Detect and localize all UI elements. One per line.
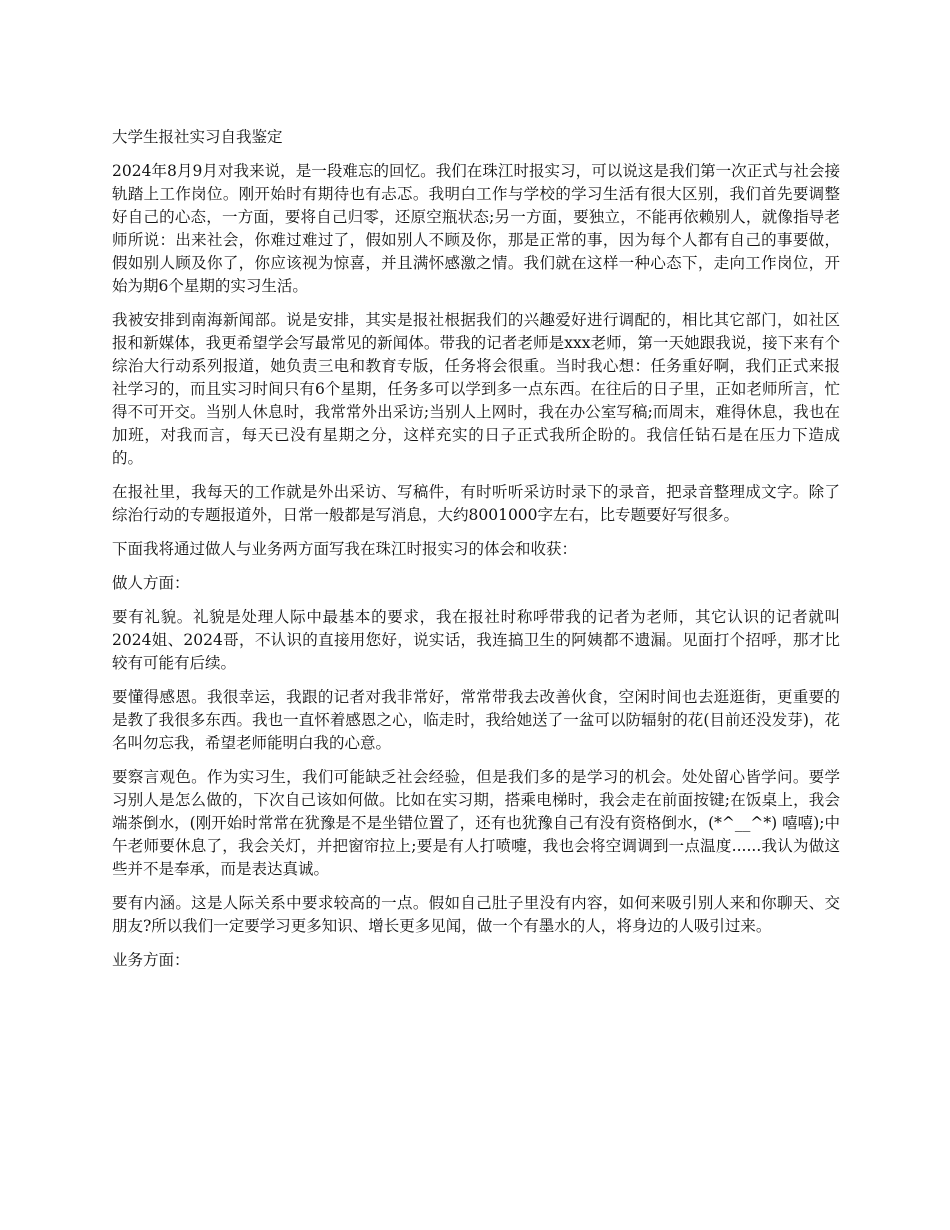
section-heading-personal: 做人方面： bbox=[112, 574, 190, 592]
paragraph-observation: 要察言观色。作为实习生，我们可能缺乏社会经验，但是我们多的是学习的机会。处处留心皆学问。要学习别人是怎么做的，下次自己该如何做。比如在实习期，搭乘电梯时，我会走在前面按键;在饭桌上，我会端茶倒水，(刚开始时常常在犹豫是不是坐错位置了，还有也犹豫自己有没有资格倒水，(*^__^*) 嘻嘻);中午老师要休息了，我会关灯，并把窗帘拉上;要是有人打喷嚏，我也会将空调调到一点温度......我认为做这些并不是奉承，而是表达真诚。 bbox=[112, 768, 840, 878]
document-title: 大学生报社实习自我鉴定 bbox=[112, 128, 283, 146]
paragraph-daily-work: 在报社里，我每天的工作就是外出采访、写稿件，有时听听采访时录下的录音，把录音整理成文字。除了综治行动的专题报道外，日常一般都是写消息，大约8001000字左右，比专题要好写很多。 bbox=[112, 483, 840, 524]
paragraph-politeness: 要有礼貌。礼貌是处理人际中最基本的要求，我在报社时称呼带我的记者为老师，其它认识的记者就叫2024姐、2024哥，不认识的直接用您好，说实话，我连搞卫生的阿姨都不遗漏。见面打个招呼，那才比较有可能有后续。 bbox=[112, 608, 840, 672]
paragraph-depth: 要有内涵。这是人际关系中要求较高的一点。假如自己肚子里没有内容，如何来吸引别人来和你聊天、交朋友?所以我们一定要学习更多知识、增长更多见闻，做一个有墨水的人，将身边的人吸引过来。 bbox=[112, 894, 840, 935]
paragraph-intro: 2024年8月9月对我来说，是一段难忘的回忆。我们在珠江时报实习，可以说这是我们第一次正式与社会接轨踏上工作岗位。刚开始时有期待也有忐忑。我明白工作与学校的学习生活有很大区别，我们首先要调整好自己的心态，一方面，要将自己归零，还原空瓶状态;另一方面，要独立，不能再依赖别人，就像指导老师所说：出来社会，你难过难过了，假如别人不顾及你，那是正常的事，因为每个人都有自己的事要做，假如别人顾及你了，你应该视为惊喜，并且满怀感激之情。我们就在这样一种心态下，走向工作岗位，开始为期6个星期的实习生活。 bbox=[112, 162, 840, 295]
paragraph-assignment: 我被安排到南海新闻部。说是安排，其实是报社根据我们的兴趣爱好进行调配的，相比其它部门，如社区报和新媒体，我更希望学会写最常见的新闻体。带我的记者老师是xxx老师，第一天她跟我说，接下来有个综治大行动系列报道，她负责三电和教育专版，任务将会很重。当时我心想：任务重好啊，我们正式来报社学习的，而且实习时间只有6个星期，任务多可以学到多一点东西。在往后的日子里，正如老师所言，忙得不可开交。当别人休息时，我常常外出采访;当别人上网时，我在办公室写稿;而周末，难得休息，我也在加班，对我而言，每天已没有星期之分，这样充实的日子正式我所企盼的。我信任钻石是在压力下造成的。 bbox=[112, 311, 840, 467]
paragraph-overview: 下面我将通过做人与业务两方面写我在珠江时报实习的体会和收获： bbox=[112, 540, 578, 558]
document-page bbox=[112, 126, 840, 983]
section-heading-business: 业务方面： bbox=[112, 951, 190, 969]
paragraph-gratitude: 要懂得感恩。我很幸运，我跟的记者对我非常好，常常带我去改善伙食，空闲时间也去逛逛街，更重要的是教了我很多东西。我也一直怀着感恩之心，临走时，我给她送了一盆可以防辐射的花(目前还没发芽)，花名叫勿忘我，希望老师能明白我的心意。 bbox=[112, 688, 840, 752]
